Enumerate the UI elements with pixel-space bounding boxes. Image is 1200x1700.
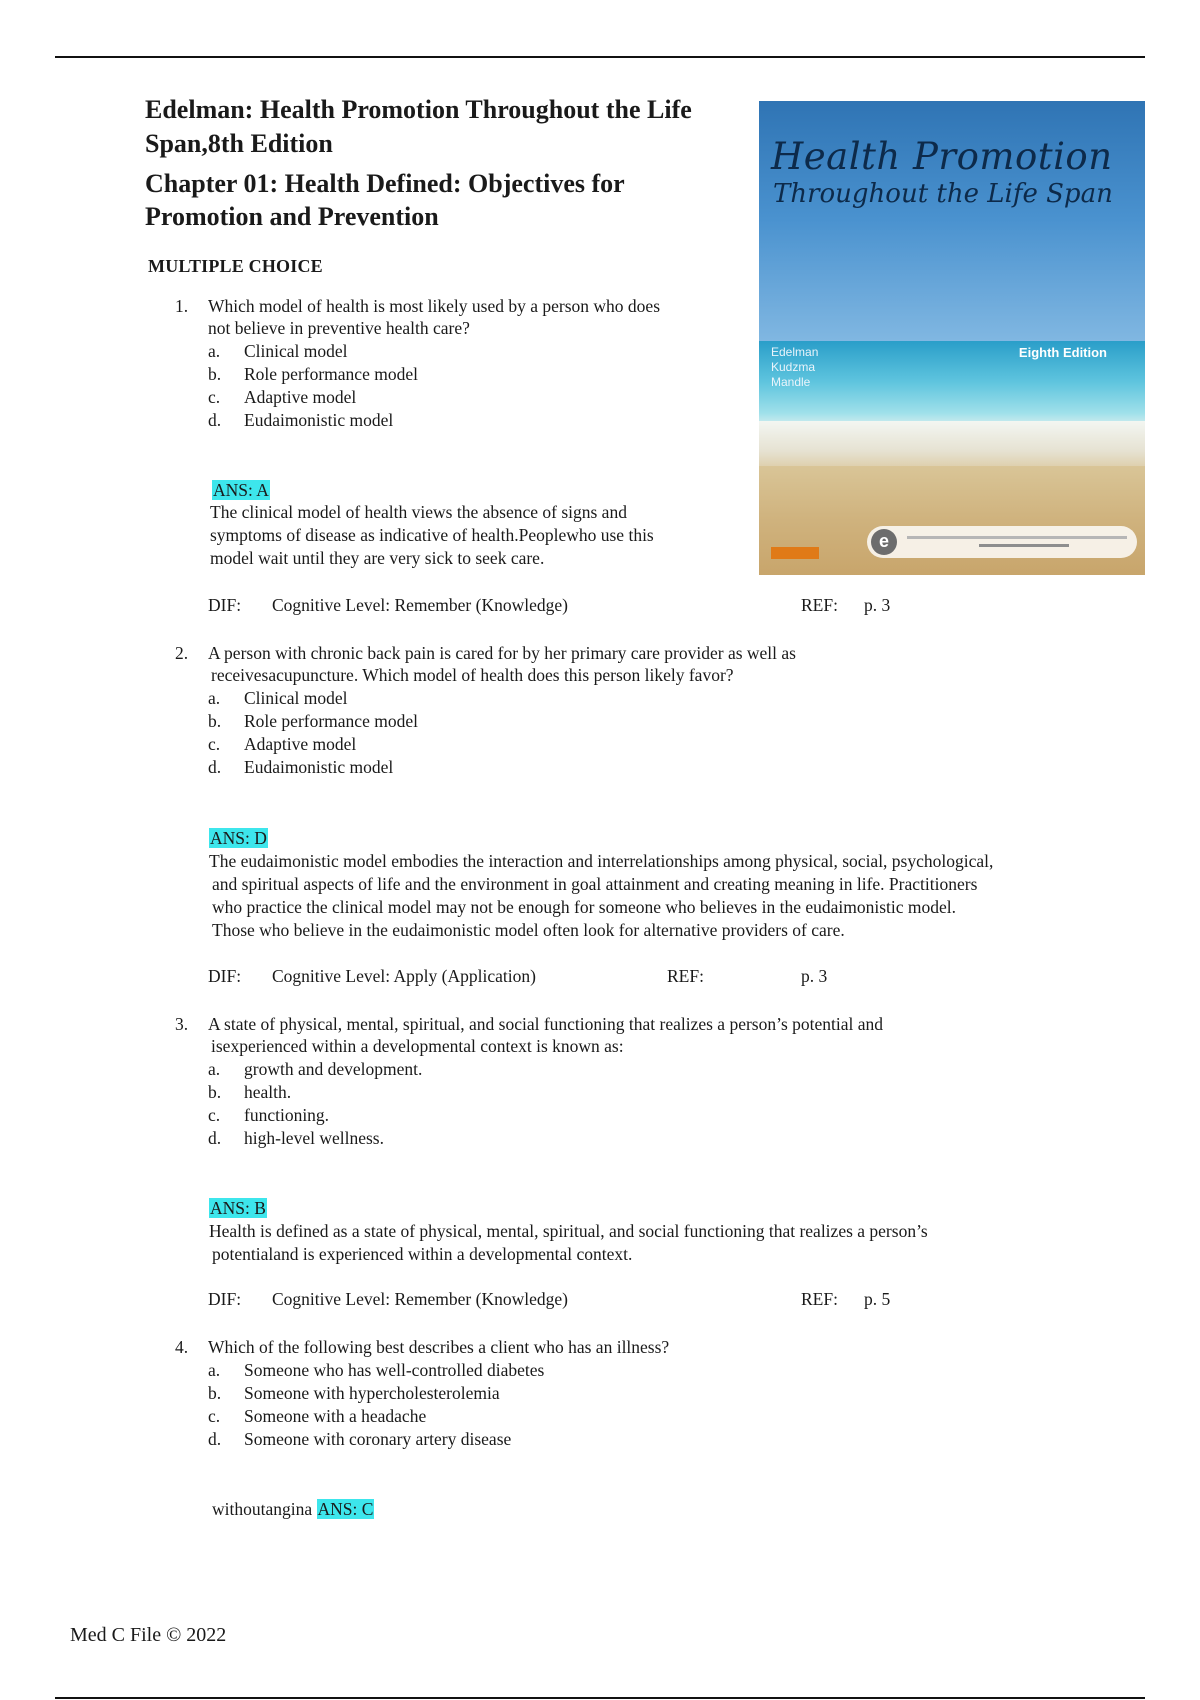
question-number: 2.	[175, 643, 189, 663]
book-title	[145, 93, 745, 161]
chapter-title-line-2: Promotion and Prevention	[145, 202, 439, 231]
option-text: Role performance model	[244, 364, 418, 384]
stem-line: isexperienced within a developmental context is known as:	[211, 1036, 624, 1056]
ref-label: REF:	[801, 595, 838, 615]
option-text: Someone who has well-controlled diabetes	[244, 1360, 545, 1380]
book-title-line-1: Edelman: Health Promotion Throughout the Life	[145, 95, 692, 124]
option-letter: c.	[208, 387, 221, 407]
rationale-line: Health is defined as a state of physical, mental, spiritual, and social functioning that realizes a person’s	[209, 1221, 928, 1241]
answer-4	[212, 1498, 374, 1520]
cover-title-line-1: Health Promotion	[771, 135, 1113, 178]
option-letter: c.	[208, 1105, 221, 1125]
question-number: 3.	[175, 1014, 189, 1034]
stem-line: A person with chronic back pain is cared for by her primary care provider as well as	[208, 643, 796, 663]
option-letter: d.	[208, 410, 222, 430]
rationale-line: The eudaimonistic model embodies the interaction and interrelationships among physical, social, psychological,	[209, 851, 994, 871]
answer-highlight: ANS: B	[210, 1198, 266, 1218]
answer-3	[209, 1197, 267, 1219]
option-text: functioning.	[244, 1105, 330, 1125]
document-header	[145, 93, 745, 233]
cover-edition: Eighth Edition	[1018, 345, 1107, 360]
cover-title-line-2: Throughout the Life Span	[773, 179, 1113, 209]
option-letter: b.	[208, 711, 222, 731]
answer-1	[212, 479, 270, 501]
rationale-line: The clinical model of health views the absence of signs and	[210, 502, 627, 522]
rationale-1	[210, 501, 750, 570]
stem-line: Which model of health is most likely used by a person who does	[208, 296, 661, 316]
ref-value: p. 3	[864, 595, 891, 615]
dif-value: Cognitive Level: Remember (Knowledge)	[272, 1289, 568, 1309]
rationale-3	[209, 1220, 1144, 1266]
option-letter: b.	[208, 364, 222, 384]
option-letter: d.	[208, 757, 222, 777]
option-letter: d.	[208, 1429, 222, 1449]
option-text: Clinical model	[244, 341, 348, 361]
dif-ref-3	[208, 1289, 908, 1311]
answer-highlight: ANS: D	[210, 828, 267, 848]
option-letter: a.	[208, 1360, 221, 1380]
question-stem	[208, 1336, 669, 1358]
cover-author: Mandle	[771, 375, 811, 389]
rationale-2	[209, 850, 1144, 942]
dif-value: Cognitive Level: Apply (Application)	[272, 966, 536, 986]
option-text: Clinical model	[244, 688, 348, 708]
question-number: 1.	[175, 296, 189, 316]
evolve-icon: e	[871, 529, 897, 555]
ref-value: p. 5	[864, 1289, 891, 1309]
option-text: Someone with hypercholesterolemia	[244, 1383, 500, 1403]
rationale-line: and spiritual aspects of life and the environment in goal attainment and creating meaning in life. Practitioners	[212, 874, 978, 894]
option-letter: a.	[208, 688, 221, 708]
rationale-line: symptoms of disease as indicative of health.Peoplewho use this	[210, 525, 654, 545]
option-text: Role performance model	[244, 711, 418, 731]
option-letter: b.	[208, 1082, 222, 1102]
dif-ref-2	[208, 966, 908, 988]
section-title: MULTIPLE CHOICE	[148, 256, 323, 276]
chapter-title	[145, 167, 745, 233]
stem-line: not believe in preventive health care?	[208, 318, 470, 338]
cover-band-url	[979, 544, 1069, 547]
publisher-logo	[771, 547, 819, 559]
question-number: 4.	[175, 1337, 189, 1357]
dif-value: Cognitive Level: Remember (Knowledge)	[272, 595, 568, 615]
option-continuation: withoutangina	[212, 1499, 313, 1519]
rationale-line: potentialand is experienced within a developmental context.	[212, 1244, 633, 1264]
top-rule	[55, 56, 1145, 58]
option-text: high-level wellness.	[244, 1128, 384, 1148]
option-text: Eudaimonistic model	[244, 410, 394, 430]
book-cover-image	[759, 101, 1145, 575]
answer-2	[209, 827, 268, 849]
question-stem	[208, 642, 796, 686]
answer-highlight: ANS: C	[317, 1499, 374, 1519]
cover-band-text	[907, 536, 1127, 539]
dif-label: DIF:	[208, 1289, 242, 1309]
option-text: Eudaimonistic model	[244, 757, 394, 777]
cover-evolve-band	[867, 526, 1137, 558]
bottom-rule	[55, 1697, 1145, 1699]
option-text: Adaptive model	[244, 734, 357, 754]
cover-author: Edelman	[771, 345, 819, 359]
cover-authors	[771, 345, 818, 390]
footer-copyright: Med C File © 2022	[70, 1624, 227, 1646]
rationale-line: Those who believe in the eudaimonistic model often look for alternative providers of care.	[212, 920, 845, 940]
option-letter: d.	[208, 1128, 222, 1148]
stem-line: receivesacupuncture. Which model of health does this person likely favor?	[211, 665, 734, 685]
answer-highlight: ANS: A	[213, 480, 269, 500]
option-text: growth and development.	[244, 1059, 423, 1079]
cover-author: Kudzma	[771, 360, 816, 374]
dif-label: DIF:	[208, 966, 242, 986]
ref-label: REF:	[801, 1289, 838, 1309]
option-text: health.	[244, 1082, 292, 1102]
chapter-title-line-1: Chapter 01: Health Defined: Objectives for	[145, 169, 625, 198]
stem-line: A state of physical, mental, spiritual, and social functioning that realizes a person’s potential and	[208, 1014, 884, 1034]
option-text: Someone with coronary artery disease	[244, 1429, 512, 1449]
stem-line: Which of the following best describes a client who has an illness?	[208, 1337, 670, 1357]
option-letter: b.	[208, 1383, 222, 1403]
option-text: Adaptive model	[244, 387, 357, 407]
book-title-line-2: Span,8th Edition	[145, 129, 333, 158]
cover-surf	[759, 421, 1145, 471]
option-letter: a.	[208, 1059, 221, 1079]
ref-value: p. 3	[801, 966, 828, 986]
rationale-line: model wait until they are very sick to seek care.	[210, 548, 545, 568]
option-letter: c.	[208, 734, 221, 754]
option-letter: c.	[208, 1406, 221, 1426]
rationale-line: who practice the clinical model may not be enough for someone who believes in the eudaimonistic model.	[212, 897, 957, 917]
dif-ref-1	[208, 595, 908, 617]
ref-label: REF:	[667, 966, 704, 986]
option-letter: a.	[208, 341, 221, 361]
question-stem	[208, 295, 660, 339]
dif-label: DIF:	[208, 595, 242, 615]
option-text: Someone with a headache	[244, 1406, 427, 1426]
question-stem	[208, 1013, 883, 1057]
